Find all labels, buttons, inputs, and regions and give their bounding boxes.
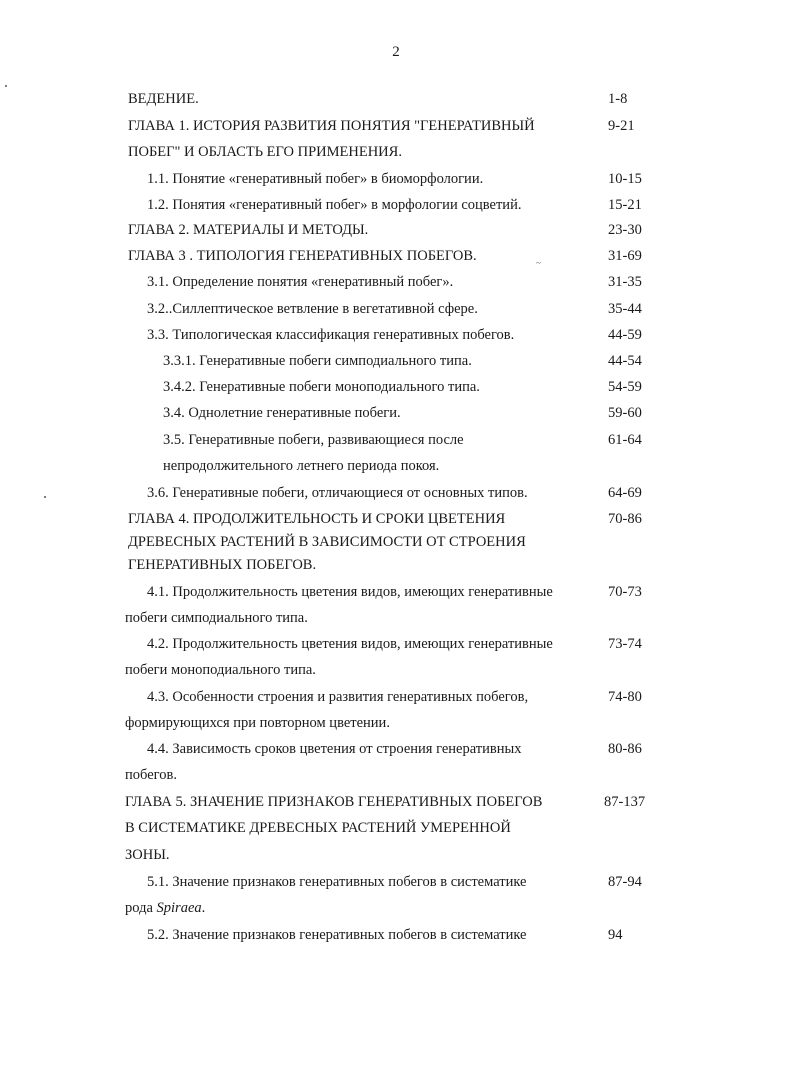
toc-entry-3-4-2: 3.4.2. Генеративные побеги моноподиального типа.: [163, 379, 480, 395]
page-number: 2: [392, 44, 400, 60]
toc-entry-5-1: 5.1. Значение признаков генеративных побегов в систематике: [147, 874, 527, 890]
toc-page-3-3-1: 44-54: [608, 353, 642, 369]
toc-page-introduction: 1-8: [608, 91, 628, 107]
scan-mark: ~: [536, 258, 541, 268]
toc-page-chapter-4: 70-86: [608, 511, 642, 527]
toc-entry-3-1: 3.1. Определение понятия «генеративный побег».: [147, 274, 454, 290]
toc-entry-3-3-1: 3.3.1. Генеративные побеги симподиального типа.: [163, 353, 472, 369]
toc-entry-4-2: 4.2. Продолжительность цветения видов, имеющих генеративные: [147, 636, 553, 652]
toc-entry-3-2: 3.2..Силлептическое ветвление в вегетативной сфере.: [147, 301, 478, 317]
toc-entry-chapter-4-cont-2: ГЕНЕРАТИВНЫХ ПОБЕГОВ.: [128, 557, 317, 573]
toc-entry-chapter-1-cont: ПОБЕГ" И ОБЛАСТЬ ЕГО ПРИМЕНЕНИЯ.: [128, 144, 402, 160]
toc-page-chapter-2: 23-30: [608, 222, 642, 238]
toc-page-4-3: 74-80: [608, 689, 642, 705]
genus-name: Spiraea: [156, 900, 202, 916]
toc-page-3-5: 61-64: [608, 432, 642, 448]
toc-page-3-4: 59-60: [608, 405, 642, 421]
toc-page-3-6: 64-69: [608, 485, 642, 501]
toc-entry-4-1-cont: побеги симподиального типа.: [125, 610, 308, 626]
toc-page-1-1: 10-15: [608, 171, 642, 187]
toc-entry-3-6: 3.6. Генеративные побеги, отличающиеся от основных типов.: [147, 485, 528, 501]
toc-page-4-4: 80-86: [608, 741, 642, 757]
toc-page-chapter-5: 87-137: [604, 794, 646, 810]
toc-entry-chapter-5: ГЛАВА 5. ЗНАЧЕНИЕ ПРИЗНАКОВ ГЕНЕРАТИВНЫХ ПОБЕГОВ: [125, 794, 543, 810]
toc-entry-3-4: 3.4. Однолетние генеративные побеги.: [163, 405, 401, 421]
toc-page-4-2: 73-74: [608, 636, 642, 652]
toc-entry-4-3: 4.3. Особенности строения и развития генеративных побегов,: [147, 689, 529, 705]
toc-entry-chapter-1: ГЛАВА 1. ИСТОРИЯ РАЗВИТИЯ ПОНЯТИЯ "ГЕНЕРАТИВНЫЙ: [128, 118, 535, 134]
toc-entry-4-3-cont: формирующихся при повторном цветении.: [125, 715, 390, 731]
scan-speck: [44, 496, 46, 498]
toc-entry-chapter-5-cont-1: В СИСТЕМАТИКЕ ДРЕВЕСНЫХ РАСТЕНИЙ УМЕРЕННОЙ: [125, 820, 511, 836]
toc-page-3-3: 44-59: [608, 327, 642, 343]
toc-page-chapter-3: 31-69: [608, 248, 642, 264]
toc-entry-chapter-2: ГЛАВА 2. МАТЕРИАЛЫ И МЕТОДЫ.: [128, 222, 369, 238]
toc-entry-4-4-cont: побегов.: [125, 767, 177, 783]
toc-entry-1-1: 1.1. Понятие «генеративный побег» в биоморфологии.: [147, 171, 484, 187]
scan-speck: [5, 85, 7, 87]
toc-entry-5-1-cont: рода Spiraea.: [125, 900, 206, 916]
toc-page-5-2: 94: [608, 927, 623, 943]
toc-entry-chapter-3: ГЛАВА 3 . ТИПОЛОГИЯ ГЕНЕРАТИВНЫХ ПОБЕГОВ.: [128, 248, 477, 264]
toc-entry-3-5-cont: непродолжительного летнего периода покоя.: [163, 458, 440, 474]
toc-entry-1-2: 1.2. Понятия «генеративный побег» в морфологии соцветий.: [147, 197, 522, 213]
toc-page-chapter-1: 9-21: [608, 118, 635, 134]
toc-entry-4-2-cont: побеги моноподиального типа.: [125, 662, 316, 678]
toc-entry-4-1: 4.1. Продолжительность цветения видов, имеющих генеративные: [147, 584, 553, 600]
toc-page-3-4-2: 54-59: [608, 379, 642, 395]
toc-entry-3-5: 3.5. Генеративные побеги, развивающиеся после: [163, 432, 464, 448]
toc-page-3-1: 31-35: [608, 274, 642, 290]
toc-page-4-1: 70-73: [608, 584, 642, 600]
toc-entry-chapter-5-cont-2: ЗОНЫ.: [125, 847, 170, 863]
toc-page-5-1: 87-94: [608, 874, 642, 890]
toc-page-3-2: 35-44: [608, 301, 642, 317]
toc-entry-5-2: 5.2. Значение признаков генеративных побегов в систематике: [147, 927, 527, 943]
toc-entry-chapter-4-cont-1: ДРЕВЕСНЫХ РАСТЕНИЙ В ЗАВИСИМОСТИ ОТ СТРОЕНИЯ: [128, 534, 526, 550]
toc-entry-chapter-4: ГЛАВА 4. ПРОДОЛЖИТЕЛЬНОСТЬ И СРОКИ ЦВЕТЕНИЯ: [128, 511, 506, 527]
toc-entry-introduction: ВЕДЕНИЕ.: [128, 91, 199, 107]
toc-entry-4-4: 4.4. Зависимость сроков цветения от строения генеративных: [147, 741, 522, 757]
toc-entry-3-3: 3.3. Типологическая классификация генеративных побегов.: [147, 327, 515, 343]
toc-page-1-2: 15-21: [608, 197, 642, 213]
